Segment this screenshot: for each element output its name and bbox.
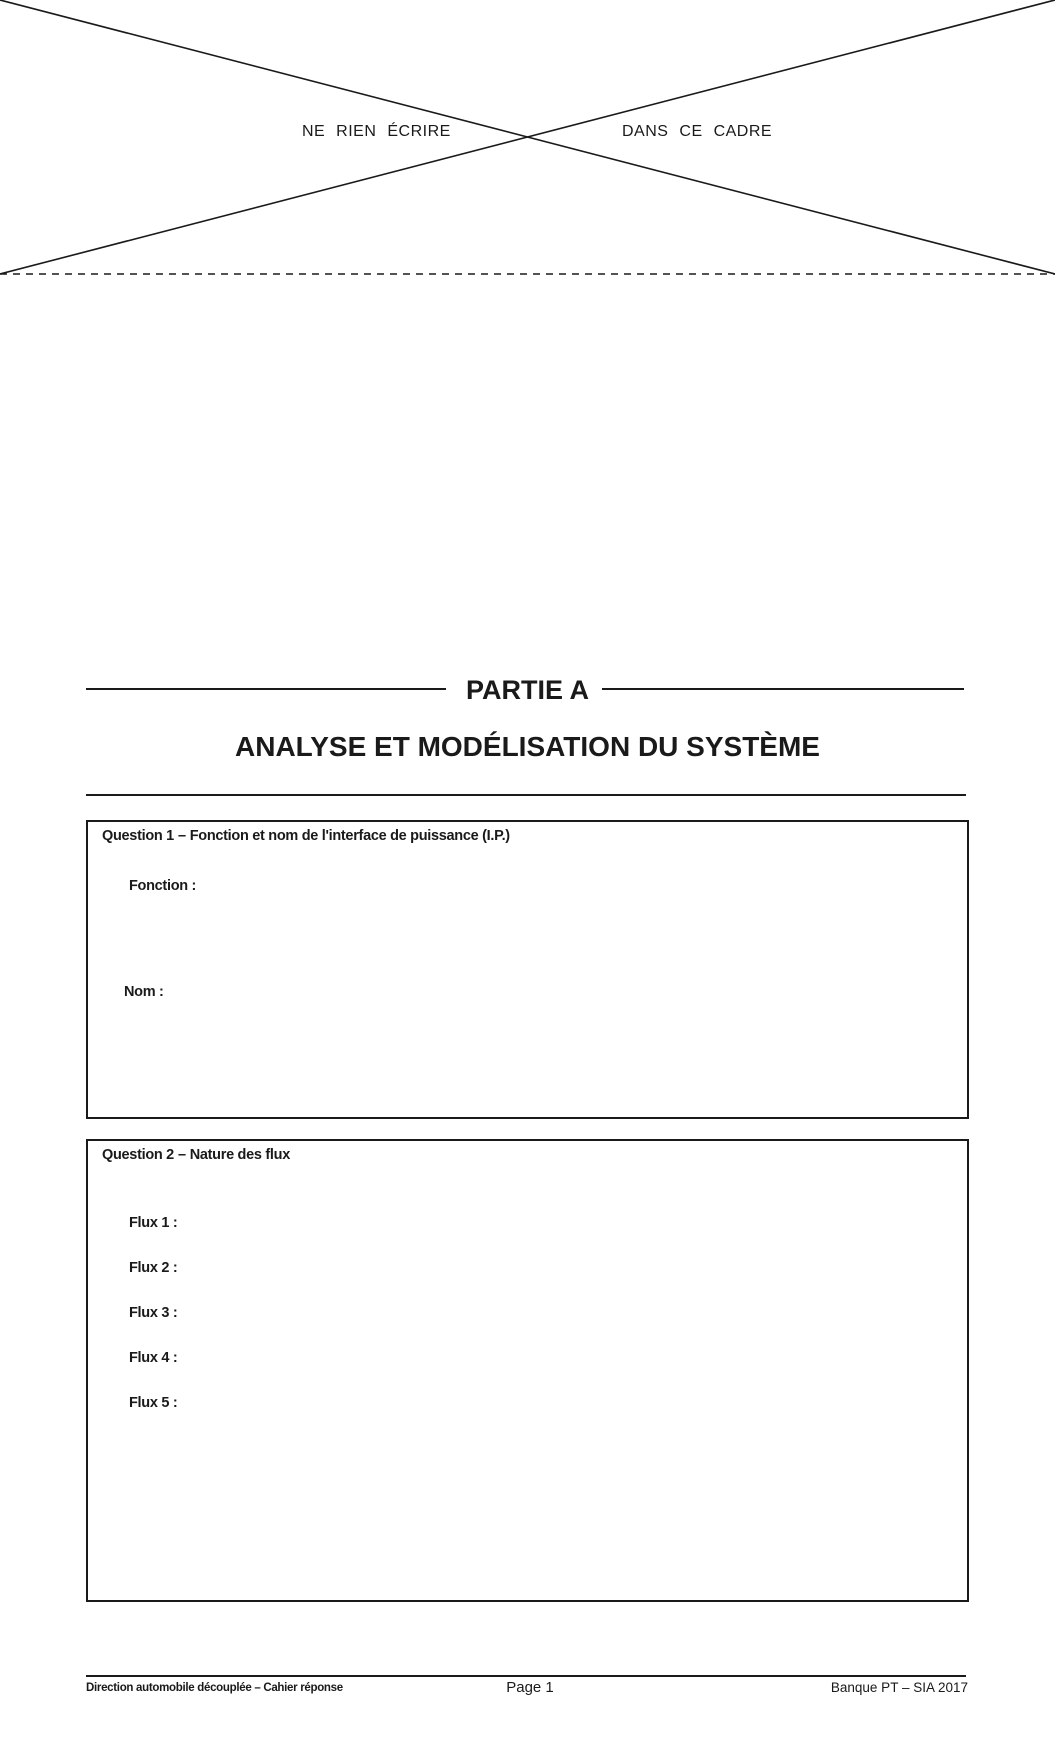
- nom-label: Nom :: [124, 984, 164, 1000]
- question-2-heading: Nature des flux: [189, 1147, 290, 1163]
- question-2-separator: –: [177, 1147, 186, 1163]
- question-1-title: [102, 828, 510, 844]
- section-rule: [86, 794, 966, 796]
- question-1-number: Question 1: [102, 828, 174, 844]
- footer-page-number: Page 1: [506, 1679, 554, 1696]
- footer-rule: [86, 1675, 966, 1677]
- do-not-write-zone: [0, 0, 1055, 280]
- footer-exam-reference: Banque PT – SIA 2017: [830, 1680, 968, 1695]
- question-2-title: [102, 1147, 290, 1163]
- section-title: ANALYSE ET MODÉLISATION DU SYSTÈME: [235, 731, 820, 762]
- question-2-answer-box[interactable]: [86, 1139, 969, 1602]
- do-not-write-label-left: NE RIEN ÉCRIRE: [302, 123, 451, 140]
- flux-1-label: Flux 1 :: [129, 1215, 178, 1231]
- fonction-label: Fonction :: [129, 878, 197, 894]
- question-2-number: Question 2: [102, 1147, 174, 1163]
- flux-3-label: Flux 3 :: [129, 1305, 178, 1321]
- do-not-write-label-right: DANS CE CADRE: [622, 123, 773, 140]
- question-1-answer-box[interactable]: [86, 820, 969, 1119]
- footer-document-title: Direction automobile découplée – Cahier réponse: [86, 1682, 343, 1694]
- flux-2-label: Flux 2 :: [129, 1260, 178, 1276]
- partie-title: PARTIE A: [465, 675, 589, 705]
- question-1-separator: –: [177, 828, 186, 844]
- flux-4-label: Flux 4 :: [129, 1350, 178, 1366]
- flux-5-label: Flux 5 :: [129, 1395, 178, 1411]
- question-1-heading: Fonction et nom de l'interface de puissance (I.P.): [189, 828, 510, 844]
